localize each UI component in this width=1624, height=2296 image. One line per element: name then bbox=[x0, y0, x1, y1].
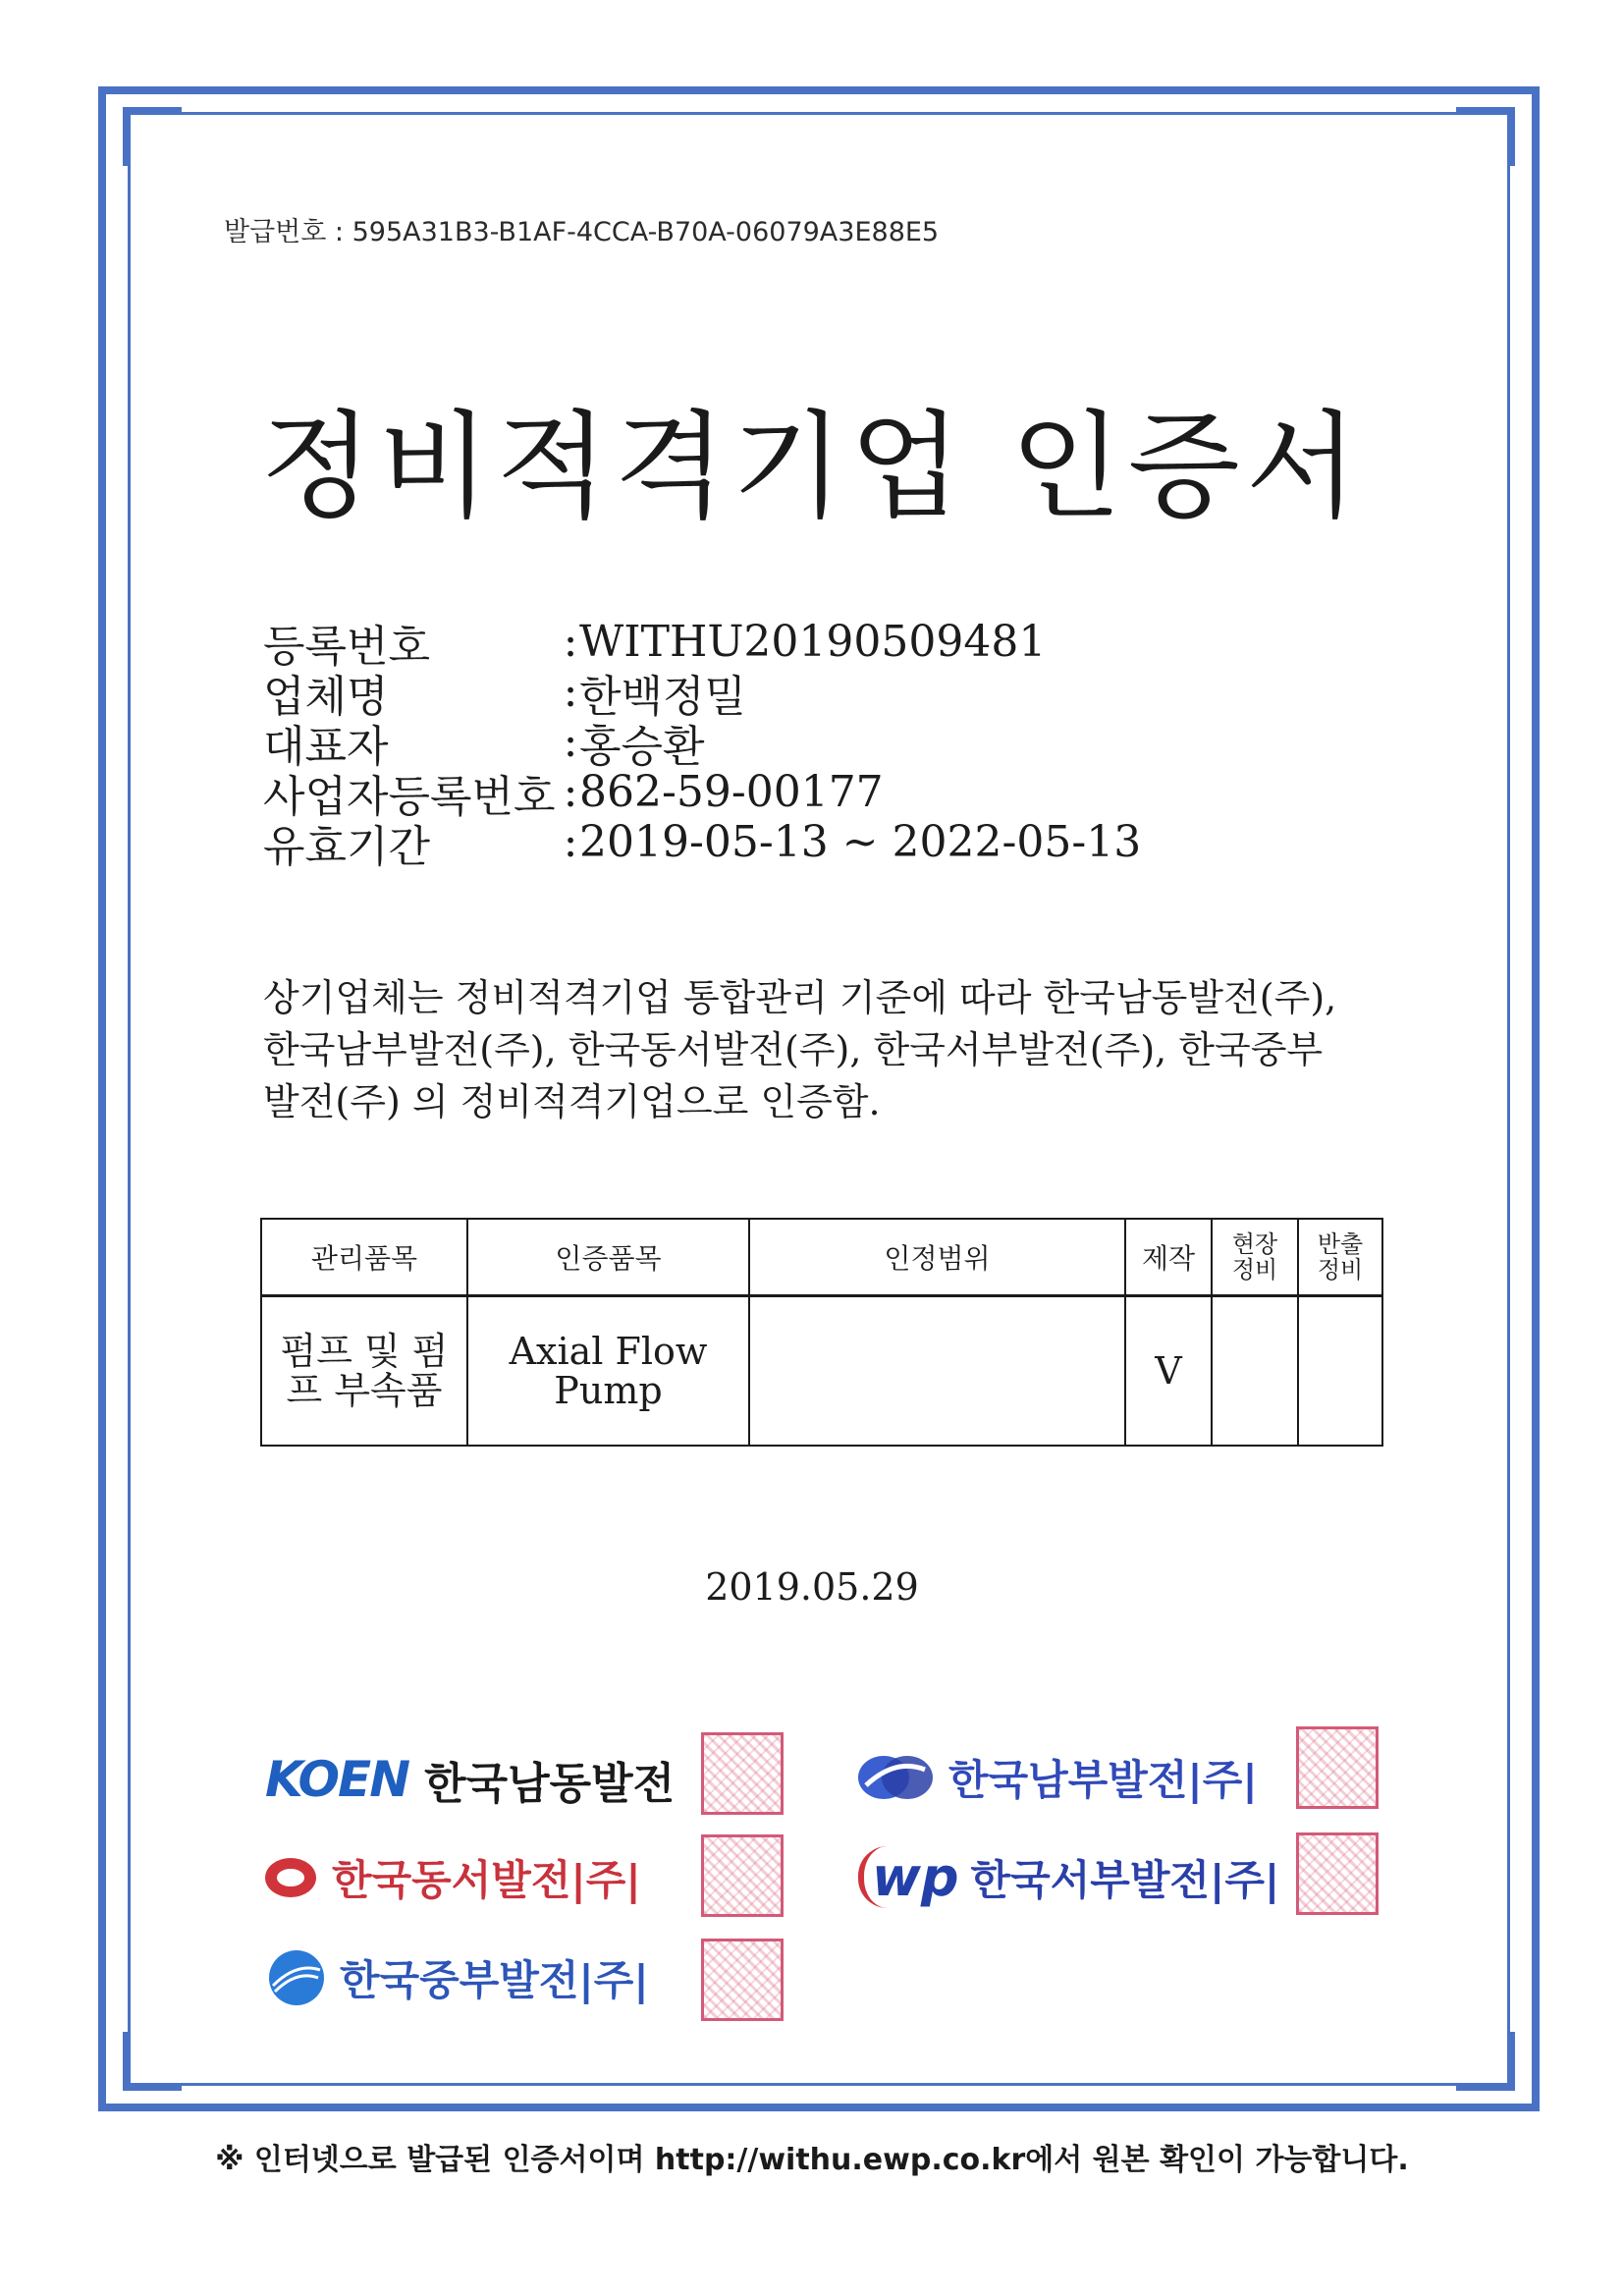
corner-ornament bbox=[1456, 107, 1515, 166]
company-name: 한국서부발전|주| bbox=[970, 1855, 1280, 1904]
company-koen bbox=[265, 1748, 675, 1811]
table-header-row bbox=[261, 1219, 1382, 1296]
company-komipo bbox=[267, 1948, 649, 2007]
footer-note: ※ 인터넷으로 발급된 인증서이며 http://withu.ewp.co.kr에서 원본 확인이 가능합니다. bbox=[215, 2143, 1409, 2177]
info-value: 2019-05-13 ~ 2022-05-13 bbox=[579, 817, 1142, 867]
table-cell: 펌프 및 펌프 부속품 bbox=[261, 1296, 467, 1447]
table-cell bbox=[1298, 1296, 1382, 1447]
company-name: 한국동서발전|주| bbox=[332, 1856, 641, 1904]
company-ewp bbox=[263, 1848, 641, 1907]
issue-date: 2019.05.29 bbox=[705, 1565, 919, 1609]
info-value: 한백정밀 bbox=[579, 671, 747, 722]
table-header: 반출 정비 bbox=[1298, 1219, 1382, 1296]
issue-number-value: 595A31B3-B1AF-4CCA-B70A-06079A3E88E5 bbox=[352, 217, 940, 247]
info-label: 유효기간 bbox=[263, 821, 431, 872]
company-name: 한국남동발전 bbox=[424, 1759, 676, 1809]
info-row-representative: 대표자 : 홍승환 bbox=[263, 717, 1141, 767]
table-header: 인증품목 bbox=[467, 1219, 749, 1296]
info-label: 업체명 bbox=[263, 671, 389, 722]
ewp-logo-icon bbox=[263, 1855, 318, 1900]
info-row-business-number: 사업자등록번호 : 862-59-00177 bbox=[263, 767, 1141, 817]
corner-ornament bbox=[123, 2032, 182, 2091]
issue-number-label: 발급번호 bbox=[224, 217, 327, 247]
koen-logo: KOEN bbox=[265, 1751, 409, 1808]
company-kowepo bbox=[858, 1846, 1279, 1908]
info-value: 862-59-00177 bbox=[579, 767, 884, 817]
company-seal bbox=[701, 1939, 784, 2021]
certified-items-table bbox=[260, 1218, 1383, 1447]
komipo-logo-icon bbox=[267, 1948, 326, 2007]
table-cell bbox=[749, 1296, 1125, 1447]
info-label: 등록번호 bbox=[263, 621, 431, 672]
certificate-title: 정비적격기업 인증서 bbox=[260, 399, 1364, 534]
info-label: 사업자등록번호 bbox=[263, 771, 556, 822]
company-name: 한국남부발전|주| bbox=[948, 1756, 1258, 1804]
corner-ornament bbox=[1456, 2032, 1515, 2091]
company-seal bbox=[1296, 1726, 1379, 1809]
table-row bbox=[261, 1296, 1382, 1447]
statement-line: 한국남부발전(주), 한국동서발전(주), 한국서부발전(주), 한국중부 bbox=[263, 1028, 1324, 1071]
info-row-registration: 등록번호 : WITHU20190509481 bbox=[263, 617, 1141, 667]
company-seal bbox=[701, 1834, 784, 1917]
info-value: 홍승환 bbox=[579, 721, 705, 772]
statement-line: 상기업체는 정비적격기업 통합관리 기준에 따라 한국남동발전(주), bbox=[263, 976, 1337, 1019]
table-cell: V bbox=[1125, 1296, 1212, 1447]
info-row-validity: 유효기간 : 2019-05-13 ~ 2022-05-13 bbox=[263, 817, 1141, 867]
table-cell bbox=[1212, 1296, 1298, 1447]
issue-number: 발급번호 : 595A31B3-B1AF-4CCA-B70A-06079A3E88E5 bbox=[224, 210, 939, 248]
corner-ornament bbox=[123, 107, 182, 166]
company-kospo bbox=[856, 1748, 1258, 1807]
info-label: 대표자 bbox=[263, 721, 389, 772]
table-header: 인정범위 bbox=[749, 1219, 1125, 1296]
company-info bbox=[263, 617, 1142, 872]
info-row-company: 업체명 : 한백정밀 bbox=[263, 667, 1141, 717]
company-seal bbox=[701, 1732, 784, 1815]
table-cell: Axial Flow Pump bbox=[467, 1296, 749, 1447]
table-header: 관리품목 bbox=[261, 1219, 467, 1296]
certification-statement bbox=[263, 972, 1392, 1128]
info-value: WITHU20190509481 bbox=[579, 617, 1047, 667]
table-header: 제작 bbox=[1125, 1219, 1212, 1296]
statement-line: 발전(주) 의 정비적격기업으로 인증함. bbox=[263, 1080, 881, 1123]
kospo-logo-icon bbox=[856, 1752, 935, 1803]
table-header: 현장 정비 bbox=[1212, 1219, 1298, 1296]
company-seal bbox=[1296, 1832, 1379, 1915]
kowepo-logo: wp bbox=[858, 1846, 959, 1908]
company-name: 한국중부발전|주| bbox=[340, 1956, 649, 2004]
